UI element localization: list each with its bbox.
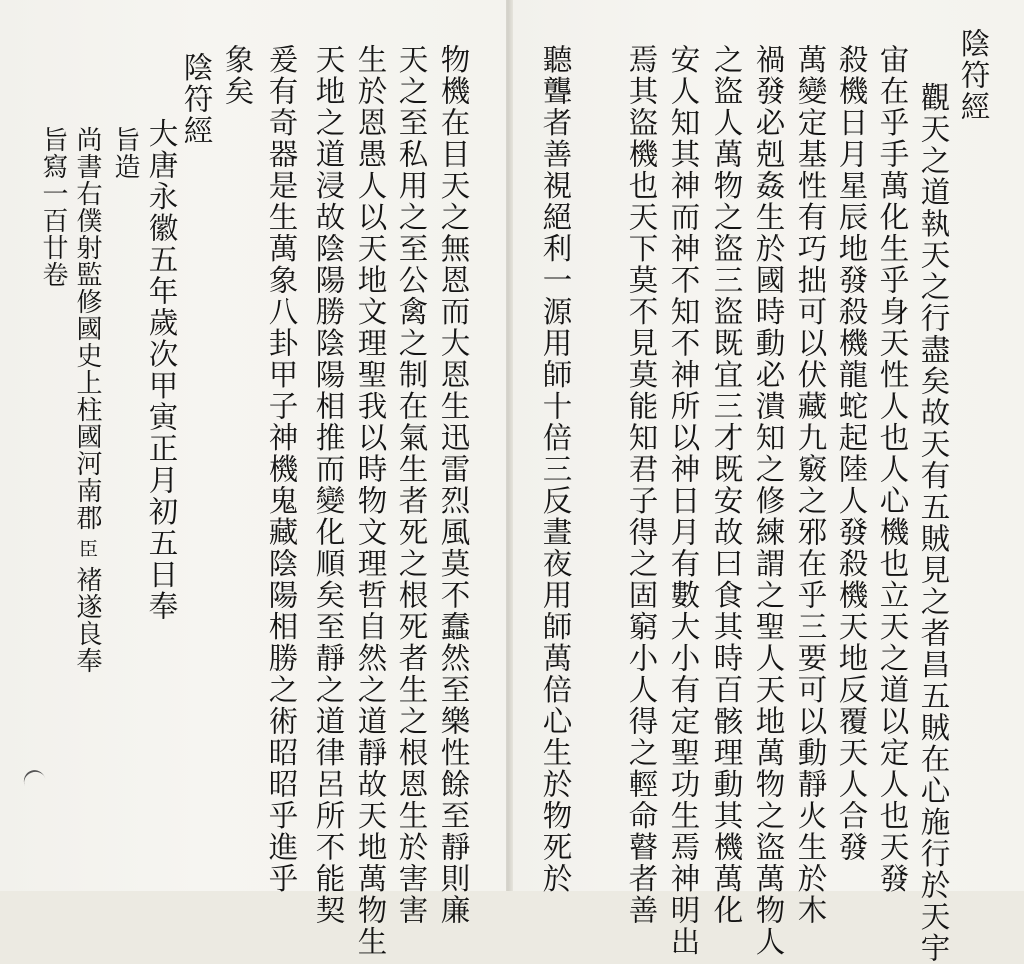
text-column-2: 宙在乎手萬化生乎身天性人也人心機也立天之道以定人也天發 [875,44,910,895]
ink-mark [21,767,50,797]
colophon-calligrapher: 褚遂良奉 [72,566,102,674]
text-column-12: 生於恩愚人以天地文理聖我以時物文理哲自然之道靜故天地萬物生 [353,44,388,958]
text-column-7: 安人知其神而神不知不神所以神日月有數大小有定聖功生焉神明出 [666,44,701,958]
text-column-9: 聽聾者善視絕利一源用師十倍三反晝夜用師萬倍心生於物死於 [538,44,573,895]
colophon-official-title: 尚書右僕射監修國史上柱國河南郡 [72,126,102,531]
colophon-decree-line: 旨造 [110,126,140,180]
text-column-3: 殺機日月星辰地發殺機龍蛇起陸人發殺機天地反覆天人合發 [834,44,869,863]
text-column-4: 萬變定基性有巧拙可以伏藏九竅之邪在乎三要可以動靜火生於木 [793,44,828,926]
right-page-title: 陰符經 [956,28,991,123]
left-page-title: 陰符經 [179,52,214,147]
text-column-14: 爰有奇器是生萬象八卦甲子神機鬼藏陰陽相勝之術昭昭乎進乎 [264,44,299,895]
text-column-1: 觀天之道執天之行盡矣故天有五賊見之者昌五賊在心施行於天宇 [916,82,951,964]
colophon-copies-line: 旨寫一百廿卷 [38,126,68,288]
text-column-10: 物機在目天之無恩而大恩生迅雷烈風莫不蠢然至樂性餘至靜則廉 [436,44,471,926]
text-column-5: 禍發必剋姦生於國時動必潰知之修練謂之聖人天地萬物之盜萬物人 [751,44,786,958]
colophon-date: 大唐永徽五年歲次甲寅正月初五日奉 [144,118,179,622]
text-column-6: 之盜人萬物之盜三盜既宜三才既安故曰食其時百骸理動其機萬化 [709,44,744,926]
right-page [510,0,1024,964]
text-column-11: 天之至私用之至公禽之制在氣生者死之根死者生之根恩生於害害 [394,44,429,926]
text-column-8: 焉其盜機也天下莫不見莫能知君子得之固窮小人得之輕命瞽者善 [624,44,659,926]
colophon-official-line [74,126,100,674]
left-page [0,0,506,958]
text-column-13: 天地之道浸故陰陽勝陰陽相推而變化順矣至靜之道律呂所不能契 [311,44,346,926]
text-column-15: 象矣 [220,44,255,107]
colophon-subject-note: 臣 [76,539,98,558]
